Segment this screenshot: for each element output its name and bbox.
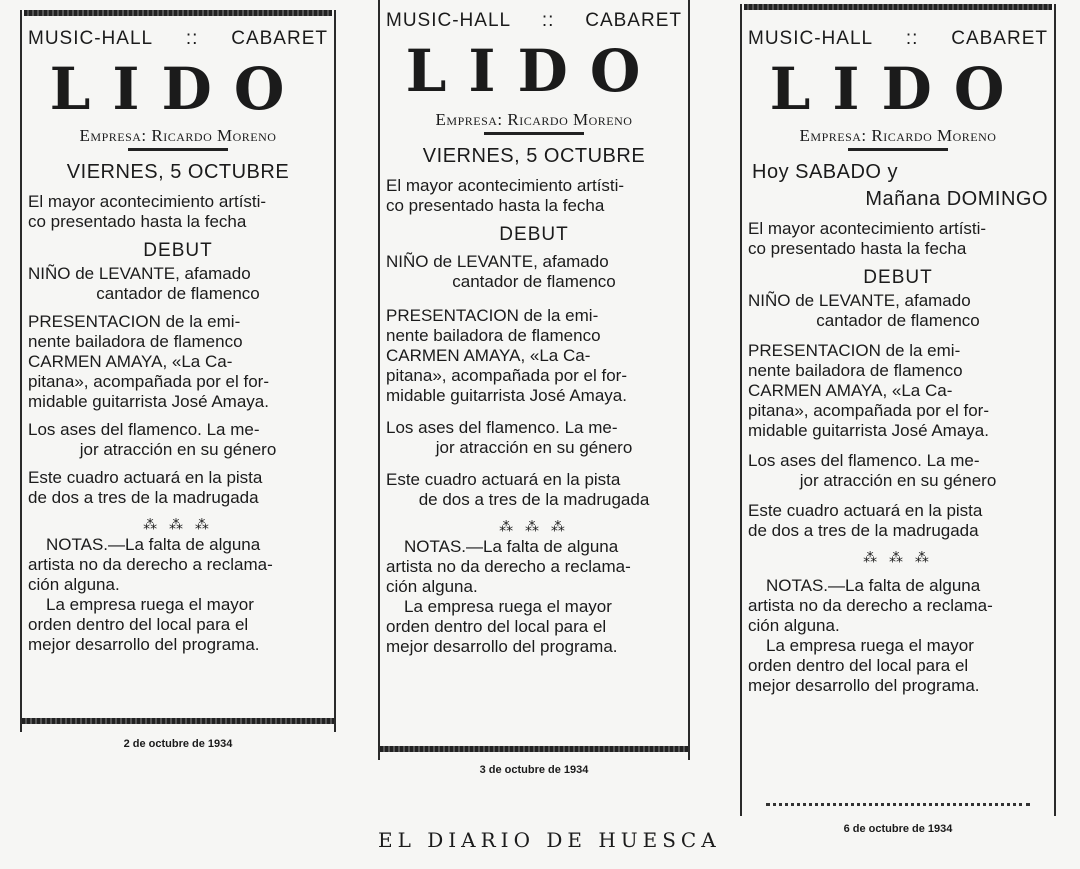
line: orden dentro del local para el: [386, 617, 607, 636]
header-sep: ::: [541, 10, 555, 31]
line: Este cuadro actuará en la pista: [28, 468, 263, 487]
line: NOTAS.—La falta de alguna: [766, 576, 981, 595]
line: midable guitarrista José Amaya.: [748, 421, 989, 440]
paragraph-notas: [28, 535, 328, 655]
empresa: Empresa: Ricardo Moreno: [435, 110, 633, 129]
line: de dos a tres de la madrugada: [418, 490, 650, 509]
header-right: CABARET: [231, 28, 328, 49]
clipping-1: [20, 10, 336, 732]
line: CARMEN AMAYA, «La Ca-: [748, 381, 953, 400]
line: ción alguna.: [28, 575, 120, 594]
ornament: ⁂ ⁂ ⁂: [499, 518, 569, 534]
line: co presentado hasta la fecha: [28, 212, 247, 231]
line: pitana», acompañada por el for-: [386, 366, 627, 385]
paragraph-nino: [386, 252, 682, 292]
debut-heading: DEBUT: [143, 240, 213, 261]
line: midable guitarrista José Amaya.: [386, 386, 627, 405]
line: PRESENTACION de la emi-: [386, 306, 599, 325]
line: El mayor acontecimiento artísti-: [28, 192, 267, 211]
line: nente bailadora de flamenco: [386, 326, 601, 345]
line: de dos a tres de la madrugada: [748, 521, 979, 540]
paragraph-acontecimiento: [748, 219, 1048, 259]
bottom-rule: [380, 746, 688, 752]
line: Los ases del flamenco. La me-: [748, 451, 980, 470]
line: NIÑO de LEVANTE, afamado: [386, 252, 609, 271]
ornament: ⁂ ⁂ ⁂: [143, 516, 213, 532]
paragraph-acontecimiento: [386, 176, 682, 216]
divider: [484, 132, 584, 135]
empresa: Empresa: Ricardo Moreno: [799, 126, 997, 145]
line: jor atracción en su género: [435, 438, 633, 457]
line: cantador de flamenco: [96, 284, 260, 303]
line: La empresa ruega el mayor: [766, 636, 974, 655]
header-left: MUSIC-HALL: [386, 10, 512, 31]
line: de dos a tres de la madrugada: [28, 488, 259, 507]
line: NIÑO de LEVANTE, afamado: [28, 264, 251, 283]
header-left: MUSIC-HALL: [748, 28, 874, 49]
line: artista no da derecho a reclama-: [386, 557, 631, 576]
clipping-1-caption: 2 de octubre de 1934: [123, 738, 233, 750]
paragraph-acontecimiento: [28, 192, 328, 232]
bottom-rule: [22, 718, 334, 724]
line: La empresa ruega el mayor: [46, 595, 254, 614]
line: orden dentro del local para el: [748, 656, 969, 675]
line: Este cuadro actuará en la pista: [386, 470, 621, 489]
line: midable guitarrista José Amaya.: [28, 392, 269, 411]
line: Los ases del flamenco. La me-: [386, 418, 618, 437]
paragraph-presentacion: [28, 312, 328, 412]
line: jor atracción en su género: [79, 440, 277, 459]
clipping-3-caption: 6 de octubre de 1934: [843, 823, 953, 835]
venue-title: LIDO: [405, 37, 663, 105]
line: ción alguna.: [386, 577, 478, 596]
line: mejor desarrollo del programa.: [28, 635, 260, 654]
header: [28, 28, 328, 50]
divider: [128, 148, 228, 151]
header: [386, 10, 682, 32]
empresa: Empresa: Ricardo Moreno: [79, 126, 277, 145]
venue-title: LIDO: [769, 55, 1027, 123]
paragraph-notas: [748, 576, 1048, 696]
line: NOTAS.—La falta de alguna: [46, 535, 261, 554]
header-sep: ::: [905, 28, 919, 49]
clipping-2: [378, 0, 690, 760]
paragraph-cuadro: [28, 468, 328, 508]
clipping-3: [740, 4, 1056, 816]
top-rule: [744, 4, 1052, 10]
top-rule: [24, 10, 332, 16]
header-sep: ::: [185, 28, 199, 49]
line: pitana», acompañada por el for-: [748, 401, 989, 420]
line: orden dentro del local para el: [28, 615, 249, 634]
debut-heading: DEBUT: [499, 224, 569, 245]
line: NIÑO de LEVANTE, afamado: [748, 291, 971, 310]
line: artista no da derecho a reclama-: [28, 555, 273, 574]
line: nente bailadora de flamenco: [28, 332, 243, 351]
line: nente bailadora de flamenco: [748, 361, 963, 380]
line: Este cuadro actuará en la pista: [748, 501, 983, 520]
line: jor atracción en su género: [799, 471, 997, 490]
clipping-2-caption: 3 de octubre de 1934: [479, 764, 589, 776]
debut-heading: DEBUT: [863, 267, 933, 288]
header-right: CABARET: [585, 10, 682, 31]
paragraph-ases: [386, 418, 682, 458]
line: artista no da derecho a reclama-: [748, 596, 993, 615]
date-line-1: Hoy SABADO y: [752, 161, 899, 183]
line: PRESENTACION de la emi-: [28, 312, 241, 331]
paragraph-nino: [28, 264, 328, 304]
line: cantador de flamenco: [452, 272, 616, 291]
ornamental-rule: [766, 803, 1030, 810]
paragraph-ases: [748, 451, 1048, 491]
line: pitana», acompañada por el for-: [28, 372, 269, 391]
paragraph-cuadro: [386, 470, 682, 510]
header-left: MUSIC-HALL: [28, 28, 154, 49]
line: cantador de flamenco: [816, 311, 980, 330]
line: El mayor acontecimiento artísti-: [386, 176, 625, 195]
date-line: VIERNES, 5 OCTUBRE: [66, 161, 290, 183]
date-line: VIERNES, 5 OCTUBRE: [422, 145, 646, 167]
line: mejor desarrollo del programa.: [386, 637, 618, 656]
line: co presentado hasta la fecha: [748, 239, 967, 258]
venue-title: LIDO: [49, 55, 307, 123]
line: NOTAS.—La falta de alguna: [404, 537, 619, 556]
paragraph-presentacion: [748, 341, 1048, 441]
line: mejor desarrollo del programa.: [748, 676, 980, 695]
paragraph-nino: [748, 291, 1048, 331]
paragraph-cuadro: [748, 501, 1048, 541]
date-line-2: Mañana DOMINGO: [865, 188, 1048, 210]
divider: [848, 148, 948, 151]
line: La empresa ruega el mayor: [404, 597, 612, 616]
ornament: ⁂ ⁂ ⁂: [863, 549, 933, 565]
line: ción alguna.: [748, 616, 840, 635]
line: Los ases del flamenco. La me-: [28, 420, 260, 439]
newspaper-masthead: EL DIARIO DE HUESCA: [378, 828, 721, 852]
line: CARMEN AMAYA, «La Ca-: [28, 352, 233, 371]
line: El mayor acontecimiento artísti-: [748, 219, 987, 238]
paragraph-ases: [28, 420, 328, 460]
line: CARMEN AMAYA, «La Ca-: [386, 346, 591, 365]
paragraph-presentacion: [386, 306, 682, 406]
header-right: CABARET: [951, 28, 1048, 49]
header: [748, 28, 1048, 50]
line: co presentado hasta la fecha: [386, 196, 605, 215]
line: PRESENTACION de la emi-: [748, 341, 961, 360]
paragraph-notas: [386, 537, 682, 657]
